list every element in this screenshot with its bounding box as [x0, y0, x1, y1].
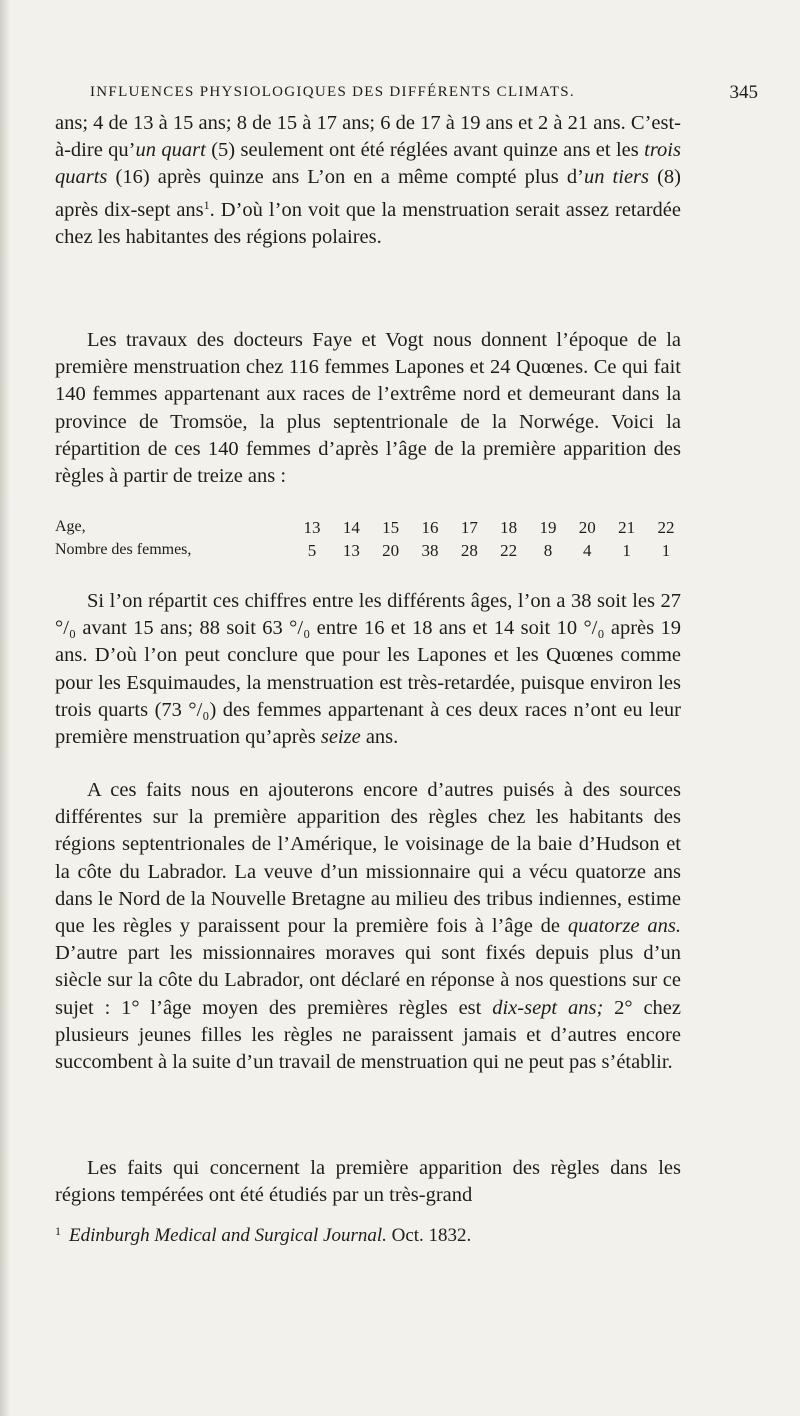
footnote-marker: 1 [55, 1224, 61, 1238]
footnote-source: Edinburgh Medical and Surgical Journal. [69, 1225, 387, 1246]
emphasis: trois quarts [55, 139, 681, 189]
table-cell: 22 [657, 518, 675, 537]
emphasis: quatorze ans. [567, 915, 682, 938]
paragraph-3: Si l’on répartit ces chiffres entre les différents âges, l’on a 38 soit les 27 °/₀ avant 15 ans; 88 soit 63 °/₀ entre 16 et 18 ans et 14 soit 10 °/₀ après 19 ans. D’où l’on peut conclure que pour les Lapones et les Quœnes comme pour les Esquimaudes, la menstruation est très-retardée, puisque environ les trois quarts (73 °/₀) des femmes appartenant à ces deux races n’ont eu leur première menstruation qu’après seize ans. [55, 590, 681, 749]
emphasis: un tiers [583, 166, 649, 189]
page-number: 345 [729, 82, 758, 103]
table-row-count [55, 541, 685, 564]
table-cell: 5 [307, 541, 317, 560]
table-cell: 21 [618, 518, 636, 537]
emphasis: un quart [135, 139, 206, 162]
row-label-count: Nombre des femmes, [55, 541, 192, 558]
paragraph-2: Les travaux des docteurs Faye et Vogt nous donnent l’époque de la première menstruation chez 116 femmes Lapones et 24 Quœnes. Ce qui fait 140 femmes appartenant aux races de l’extrême nord et demeurant dans la province de Tromsöe, la plus septentrionale de la Norwége. Voici la répartition de ces 140 femmes d’après l’âge de la première apparition des règles à partir de treize ans : [55, 329, 681, 488]
paragraph-4: A ces faits nous en ajouterons encore d’autres puisés à des sources différentes sur la première apparition des règles chez les habitants des régions septentrionales de l’Amérique, le voisinage de la baie d’Hudson et la côte du Labrador. La veuve d’un missionnaire qui a vécu quatorze ans dans le Nord de la Nouvelle Bretagne au milieu des tribus indiennes, estime que les règles y paraissent pour la première fois à l’âge de quatorze ans. D’autre part les missionnaires moraves qui sont fixés depuis plus d’un siècle sur la côte du Labrador, ont déclaré en réponse à nos questions sur ce sujet : 1° l’âge moyen des premières règles est dix-sept ans; 2° chez plusieurs jeunes filles les règles ne paraissent jamais et d’autres encore succombent à la suite d’un travail de menstruation qui ne peut pas s’établir. [55, 779, 682, 1074]
row-label-age: Age, [55, 518, 86, 535]
table-cell: 13 [342, 541, 360, 560]
table-cell: 4 [583, 541, 592, 560]
table-cell: 1 [661, 541, 671, 560]
table-cell: 8 [543, 541, 553, 560]
table-cell: 13 [303, 518, 321, 537]
running-title: INFLUENCES PHYSIOLOGIQUES DES DIFFÉRENTS CLIMATS. [90, 84, 575, 100]
table-cell: 19 [539, 518, 557, 537]
paragraph-1: ans; 4 de 13 à 15 ans; 8 de 15 à 17 ans; 6 de 17 à 19 ans et 2 à 21 ans. C’est-à-dire qu’un quart (5) seulement ont été réglées avant quinze ans et les trois quarts (16) après quinze ans L’on en a même compté plus d’un tiers (8) après dix-sept ans$^1$. D’où l’on voit que la menstruation serait assez retardée chez les habitantes des régions polaires. [55, 112, 682, 248]
running-header [90, 82, 758, 106]
footnote [55, 1224, 715, 1247]
emphasis: seize [320, 726, 361, 749]
table-cell: 28 [460, 541, 478, 560]
table-cell: 22 [500, 541, 518, 560]
table-cell: 14 [342, 518, 360, 537]
table-cell: 17 [460, 518, 478, 537]
page-gutter-shadow [0, 0, 10, 1416]
table-cell: 1 [622, 541, 631, 560]
table-cell: 16 [421, 518, 439, 537]
table-cell: 15 [382, 518, 400, 537]
table-cell: 18 [500, 518, 518, 537]
table-cell: 20 [382, 541, 400, 560]
age-distribution-table [55, 518, 685, 564]
paragraph-5: Les faits qui concernent la première apparition des règles dans les régions tempérées ont été étudiés par un très-grand [55, 1157, 681, 1207]
table-cell: 20 [578, 518, 596, 537]
footnote-date: Oct. 1832. [391, 1225, 472, 1246]
emphasis: dix-sept ans; [492, 996, 604, 1019]
footnote-reference: 1 [203, 197, 210, 212]
table-cell: 38 [421, 541, 439, 560]
table-row-age [55, 518, 685, 541]
